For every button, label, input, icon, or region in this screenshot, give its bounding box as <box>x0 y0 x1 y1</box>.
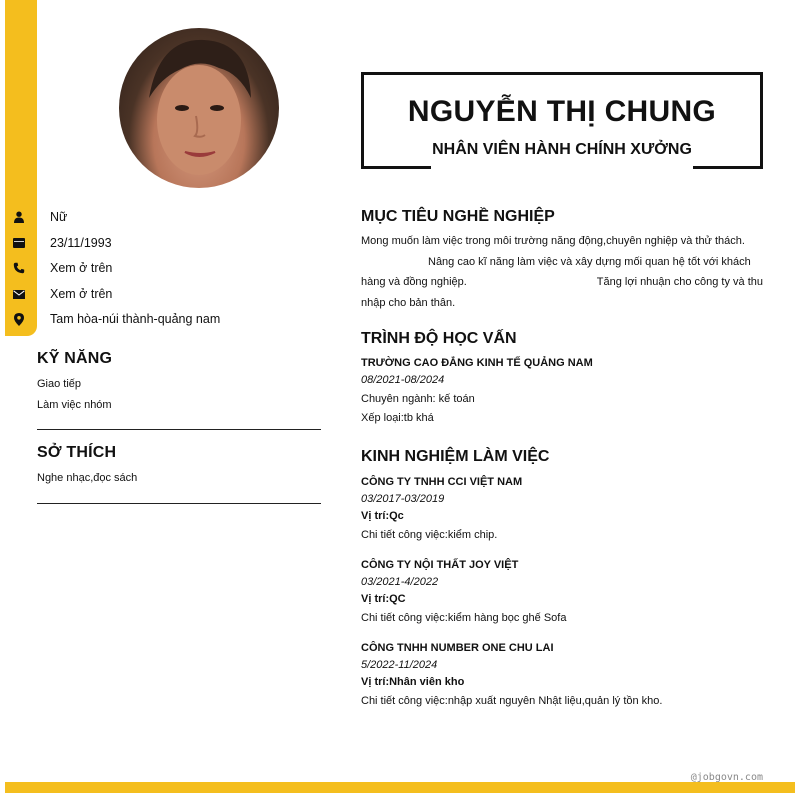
location-icon <box>12 312 26 326</box>
education-heading: TRÌNH ĐỘ HỌC VẤN <box>361 330 517 347</box>
hobby-item: Nghe nhạc,đọc sách <box>37 472 138 484</box>
objective-line: Mong muốn làm việc trong môi trường năng động,chuyên nghiệp và thử thách. <box>361 235 745 247</box>
job-role: Vị trí:Qc <box>361 510 404 522</box>
job-entry <box>361 642 763 707</box>
objective-line: nhập cho bản thân. <box>361 296 456 309</box>
email-text[interactable]: Xem ở trên <box>50 287 113 301</box>
objective-line-row <box>361 272 763 293</box>
address-text: Tam hòa-núi thành-quảng nam <box>50 312 221 326</box>
person-icon <box>12 210 26 224</box>
job-detail: Chi tiết công việc:kiểm hàng bọc ghế Sofa <box>361 612 567 624</box>
company-name: CÔNG TY TNHH CCI VIỆT NAM <box>361 476 523 488</box>
company-name: CÔNG TY NỘI THẤT JOY VIỆT <box>361 559 519 571</box>
education-period: 08/2021-08/2024 <box>361 374 445 386</box>
box-corner-left <box>361 166 431 169</box>
avatar <box>119 28 279 188</box>
skills-heading: KỸ NĂNG <box>37 350 113 367</box>
footer-accent-bar <box>5 782 795 793</box>
objective-line: Nâng cao kĩ năng làm việc và xây dựng mối quan hệ tốt với khách <box>428 255 751 268</box>
job-period: 03/2017-03/2019 <box>361 493 445 505</box>
skill-item: Giao tiếp <box>37 378 82 390</box>
experience-section <box>361 448 763 707</box>
job-title: NHÂN VIÊN HÀNH CHÍNH XƯỞNG <box>432 141 692 158</box>
watermark: @jobgovn.com <box>690 772 763 783</box>
box-corner-right <box>693 166 763 169</box>
school-name: TRƯỜNG CAO ĐẲNG KINH TẾ QUẢNG NAM <box>361 357 593 369</box>
objective-text <box>361 231 763 313</box>
job-period: 5/2022-11/2024 <box>361 659 438 671</box>
candidate-name: NGUYỄN THỊ CHUNG <box>407 95 717 128</box>
phone-icon <box>12 261 26 275</box>
skills-divider <box>37 429 321 430</box>
gender-text: Nữ <box>50 210 68 224</box>
job-role: Vị trí:Nhân viên kho <box>361 676 465 688</box>
skills-section <box>37 350 321 413</box>
objective-line: hàng và đồng nghiệp. <box>361 276 467 288</box>
hobbies-section <box>37 444 321 486</box>
education-grade: Xếp loại:tb khá <box>361 412 434 424</box>
objective-section <box>361 208 763 313</box>
objective-heading: MỤC TIÊU NGHỀ NGHIỆP <box>361 208 555 225</box>
education-major: Chuyên ngành: kế toán <box>361 393 475 405</box>
calendar-icon <box>12 236 26 250</box>
job-entry <box>361 476 763 541</box>
birthday-text: 23/11/1993 <box>50 236 112 250</box>
job-entry <box>361 559 763 624</box>
skill-item: Làm việc nhóm <box>37 399 112 411</box>
job-detail: Chi tiết công việc:nhập xuất nguyên Nhật liệu,quản lý tồn kho. <box>361 695 663 707</box>
job-period: 03/2021-4/2022 <box>361 576 439 588</box>
job-role: Vị trí:QC <box>361 593 406 605</box>
hobbies-divider <box>37 503 321 504</box>
experience-heading: KINH NGHIỆM LÀM VIỆC <box>361 448 550 465</box>
company-name: CÔNG TNHH NUMBER ONE CHU LAI <box>361 642 554 654</box>
phone-text[interactable]: Xem ở trên <box>50 261 113 275</box>
education-section <box>361 330 763 424</box>
mail-icon <box>12 287 26 301</box>
sidebar-accent-bar <box>5 0 37 336</box>
job-detail: Chi tiết công việc:kiểm chip. <box>361 529 498 541</box>
hobbies-heading: SỞ THÍCH <box>37 444 117 461</box>
objective-line: Tăng lợi nhuận cho công ty và thu <box>596 276 763 288</box>
name-header-box <box>361 72 763 169</box>
